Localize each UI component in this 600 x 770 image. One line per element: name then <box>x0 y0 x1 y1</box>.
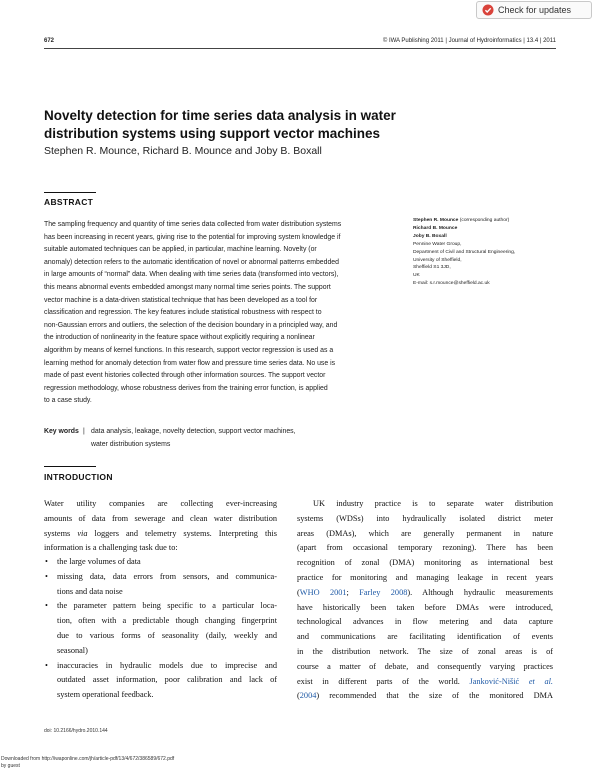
citation-link[interactable]: Janković-Nišić et al. <box>469 676 553 686</box>
keywords-line: data analysis, leakage, novelty detection, support vector machines, <box>91 428 296 435</box>
bullet-line: tion, often with a predictable though changing fingerprint <box>57 616 277 626</box>
abstract-line: this means abnormal events embedded amongst many normal time series points. The support <box>44 283 331 291</box>
body-line: (apart from occasional temporary rezoning). There has been <box>297 543 553 553</box>
corresponding-note: (corresponding author) <box>459 218 510 223</box>
body-line: information is a challenging task due to: <box>44 543 178 553</box>
body-line: amounts of data from sewerage and clean water distribution <box>44 513 277 523</box>
doi: doi: 10.2166/hydro.2010.144 <box>44 728 108 734</box>
abstract-line: suitable automated techniques can be applied, in particular, machine learning. Novelty (or <box>44 246 317 254</box>
download-note: by guest <box>1 762 20 769</box>
abstract-line: vector machine is a data-driven statistical technique that has been developed as a tool for <box>44 296 318 304</box>
body-line: course a matter of debate, and consequently varying practices <box>297 661 553 671</box>
check-for-updates-badge[interactable] <box>476 1 592 19</box>
affiliation-line: Pennine Water Group, <box>413 241 462 247</box>
abstract-line: the introduction of nonlinearity in the feature space without explicitly requiring a nonlinear <box>44 334 315 342</box>
body-line: technological advances in flow metering and data capture <box>297 617 553 627</box>
abstract-line: learning method for anomaly detection from water flow and pressure time series data. No use is <box>44 359 336 367</box>
keywords-text <box>91 426 391 451</box>
citation-link[interactable]: 2004 <box>299 691 317 701</box>
download-info <box>1 756 174 769</box>
affiliation-author: Richard B. Mounce <box>413 225 458 231</box>
header-rule <box>44 48 556 49</box>
citation-link[interactable]: Farley 2008 <box>359 587 408 597</box>
bullet-line: due to various forms of seasonality (daily, weekly and <box>57 630 277 640</box>
bullet-item <box>44 599 277 658</box>
abstract-line: The sampling frequency and quantity of time series data collected from water distribution systems <box>44 221 342 228</box>
check-for-updates-label: Check for updates <box>498 5 572 15</box>
bullet-line: • the parameter pattern being specific to a particular loca- <box>57 601 277 611</box>
affiliation-author: Stephen R. Mounce <box>413 218 459 223</box>
check-for-updates-icon <box>482 4 494 16</box>
journal-info: © IWA Publishing 2011 | Journal of Hydroinformatics | 13.4 | 2011 <box>382 38 556 44</box>
affiliation-author: Joby B. Boxall <box>413 233 447 239</box>
citation-link[interactable]: WHO 2001 <box>299 587 347 597</box>
affiliation-line: Sheffield S1 3JD, <box>413 265 451 271</box>
body-line: exist in different parts of the world. Janković-Nišić et al. <box>297 676 553 686</box>
bullet-line: • missing data, data errors from sensors, and communica- <box>57 571 277 581</box>
email-address[interactable]: s.r.mounce@sheffield.ac.uk <box>429 281 490 287</box>
abstract-text <box>44 219 404 408</box>
body-line: (WHO 2001; Farley 2008). Although hydraulic measurements <box>297 587 553 597</box>
body-line: (2004) recommended that the size of the monitored DMA <box>297 691 553 701</box>
body-line: areas (DMAs), which are generally permanent in nature <box>297 528 553 538</box>
abstract-line: regression methodology, whose robustness derives from the training error function, is applied <box>44 384 328 392</box>
journal-volume: 13.4 <box>526 38 539 44</box>
affiliation-address <box>413 241 558 281</box>
bullet-line: tions and data noise <box>57 586 123 596</box>
email-label: E-mail: <box>413 281 429 287</box>
title-line: distribution systems using support vector machines <box>44 126 381 141</box>
abstract-line: to a case study. <box>44 397 92 405</box>
abstract-line: algorithm by means of kernel functions. In this research, support vector regression is used as a <box>44 346 334 354</box>
bullet-line: system operational feedback. <box>57 690 154 700</box>
introduction-bullet-list <box>44 555 277 703</box>
body-line: systems via loggers and telemetry systems. Interpreting this <box>44 528 277 538</box>
affiliation-line: UK <box>413 273 420 279</box>
abstract-rule <box>44 192 96 193</box>
affiliation-line: Department of Civil and Structural Engineering, <box>413 249 516 255</box>
journal-name: Journal of Hydroinformatics <box>448 38 522 44</box>
bullet-item <box>44 555 277 570</box>
bullet-line: seasonal) <box>57 645 88 655</box>
body-line: practice for monitoring and managing leakage in recent years <box>297 572 553 582</box>
bullet-line: outdated asset information, poor calibration and lack of <box>57 675 277 685</box>
abstract-heading: ABSTRACT <box>44 197 94 207</box>
body-line: have historically been taken before DMAs were introduced, <box>297 602 553 612</box>
keywords-label: Key words <box>44 428 79 435</box>
page-number: 672 <box>44 38 55 44</box>
body-line: systems (WDSs) into hydraulically isolated district meter <box>297 513 553 523</box>
abstract-line: made of past event histories collected through other information sources. The support vector <box>44 372 326 380</box>
body-line: UK industry practice is to separate water distribution <box>313 499 553 508</box>
abstract-line: in large amounts of “normal” data. When dealing with time series data (transformed into vectors), <box>44 271 339 279</box>
bullet-item <box>44 659 277 703</box>
abstract-line: classification and regression. The key features include statistical robustness with respect to <box>44 309 322 317</box>
author-affiliation <box>413 217 558 288</box>
body-line: recognition of zonal (DMA) monitoring as international best <box>297 558 553 568</box>
bullet-line: • inaccuracies in hydraulic models due to imprecise and <box>57 660 277 670</box>
publisher: © IWA Publishing 2011 <box>382 38 444 44</box>
affiliation-line: University of Sheffield, <box>413 257 462 263</box>
introduction-left-paragraph <box>44 497 277 556</box>
download-url[interactable]: Downloaded from http://iwaponline.com/jh/article-pdf/13/4/672/386589/672.pdf <box>1 756 175 762</box>
article-title <box>44 107 424 143</box>
body-line: in the distribution network. The size of zonal areas is of <box>297 646 553 656</box>
journal-year: 2011 <box>543 38 556 44</box>
article-authors: Stephen R. Mounce, Richard B. Mounce and Joby B. Boxall <box>44 145 322 157</box>
abstract-line: non-Gaussian errors and outliers, the selection of the decision boundary in a principled way, and <box>44 321 338 329</box>
bullet-item <box>44 570 277 600</box>
introduction-heading: INTRODUCTION <box>44 472 113 482</box>
keywords-line: water distribution systems <box>91 440 171 448</box>
keywords-divider: | <box>83 428 85 435</box>
title-line: Novelty detection for time series data analysis in water <box>44 108 396 123</box>
bullet-line: • the large volumes of data <box>57 557 141 566</box>
body-line: Water utility companies are collecting ever-increasing <box>44 499 277 508</box>
introduction-right-column <box>297 497 553 704</box>
abstract-line: has been increasing in recent years, giving rise to the potential for improving system knowledge if <box>44 233 341 241</box>
abstract-line: anomaly) detection refers to the automatic identification of novel or abnormal patterns embedded <box>44 258 339 266</box>
affiliation-email <box>413 280 558 288</box>
body-line: and communications are facilitating identification of events <box>297 632 553 642</box>
introduction-rule <box>44 466 96 467</box>
